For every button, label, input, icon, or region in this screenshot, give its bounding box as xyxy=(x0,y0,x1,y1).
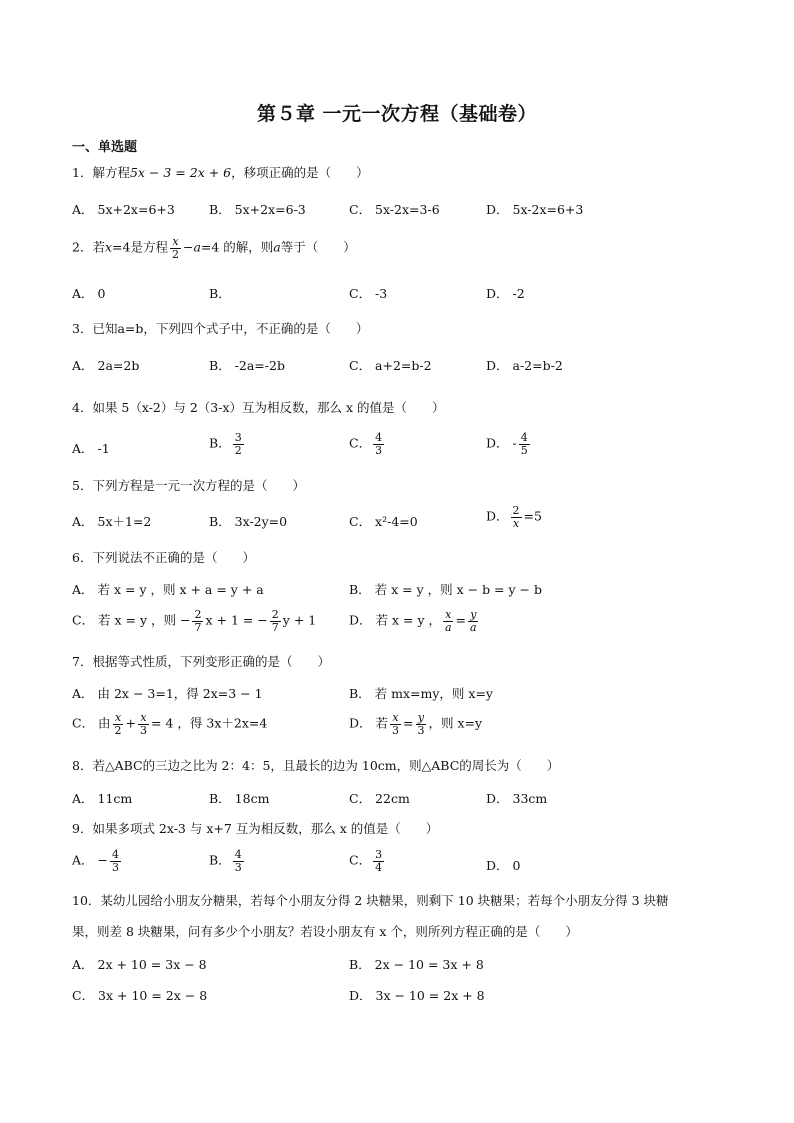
q2-var-x: x xyxy=(104,239,113,255)
q6-option-d[interactable] xyxy=(349,609,481,633)
q2-stem-a: 2．若 xyxy=(72,239,105,255)
q7-option-b[interactable]: B． 若 mx=my，则 x=y xyxy=(349,686,493,701)
q6-d-den2: a xyxy=(470,620,477,634)
q6-d-den: a xyxy=(444,620,452,634)
question-2-stem xyxy=(72,236,356,260)
q6-c-den: 7 xyxy=(194,620,202,634)
q2-stem-c: − xyxy=(182,239,194,255)
q5-option-d[interactable] xyxy=(486,505,542,529)
q7-d-fraction-1 xyxy=(390,712,401,736)
q6-d-a: D． 若 x = y ， xyxy=(349,612,441,628)
q5-d-num: 2 xyxy=(512,504,520,517)
q6-option-b[interactable]: B． 若 x = y ，则 x − b = y − b xyxy=(349,582,542,597)
question-3-stem: 3．已知a=b，下列四个式子中，不正确的是（ ） xyxy=(72,321,369,336)
q6-d-fraction-1 xyxy=(443,609,454,633)
q7-d-d1: 3 xyxy=(392,723,399,737)
q9-c-fraction xyxy=(373,849,384,873)
q9-c-den: 4 xyxy=(375,860,383,874)
q9-a-fraction xyxy=(110,849,121,873)
q9-c-num: 3 xyxy=(375,848,383,861)
q7-c-fraction-2 xyxy=(138,712,149,736)
q5-d-fraction xyxy=(511,505,522,529)
question-1-stem xyxy=(72,165,369,180)
q9-a-den: 3 xyxy=(111,860,119,874)
q6-c-a: C． 若 x = y ，则 − xyxy=(72,612,191,628)
q2-stem-e: 等于（ ） xyxy=(280,239,356,255)
page-title: 第５章 一元一次方程（基础卷） xyxy=(256,103,538,125)
q10-option-a[interactable]: A． 2x + 10 = 3x − 8 xyxy=(72,957,207,972)
q7-d-n2: y xyxy=(417,711,425,724)
q5-d-label: D． xyxy=(486,508,509,524)
q3-option-a[interactable]: A． 2a=2b xyxy=(72,358,140,373)
q5-option-b[interactable]: B． 3x-2y=0 xyxy=(209,514,288,529)
q7-d-a: D． 若 xyxy=(349,715,388,731)
question-6-stem: 6．下列说法不正确的是（ ） xyxy=(72,550,255,565)
q9-a-label: A． − xyxy=(72,852,108,868)
q9-option-c[interactable] xyxy=(349,849,386,873)
q4-option-b[interactable] xyxy=(209,432,246,456)
q3-option-b[interactable]: B． -2a=-2b xyxy=(209,358,285,373)
q9-option-a[interactable] xyxy=(72,849,123,873)
q9-b-fraction xyxy=(233,849,244,873)
q5-d-tail: =5 xyxy=(523,508,542,524)
q1-option-a[interactable]: A． 5x+2x=6+3 xyxy=(72,202,175,217)
q4-b-label: B． xyxy=(209,435,231,451)
question-7-stem: 7．根据等式性质，下列变形正确的是（ ） xyxy=(72,654,330,669)
q4-c-label: C． xyxy=(349,435,372,451)
q8-option-b[interactable]: B． 18cm xyxy=(209,791,270,806)
q7-d-eq: = xyxy=(403,715,414,731)
q4-option-d[interactable] xyxy=(486,432,532,456)
q7-c-b: = 4 ，得 3x＋2x=4 xyxy=(151,715,268,731)
q7-c-d2: 3 xyxy=(140,723,148,737)
q4-b-den: 2 xyxy=(234,443,242,457)
question-10-line-2: 果，则差 8 块糖果，问有多少个小朋友？若设小朋友有 x 个，则所列方程正确的是（ ） xyxy=(72,924,578,939)
q6-option-c[interactable] xyxy=(72,609,316,633)
q7-c-a: C． 由 xyxy=(72,715,111,731)
q2-fraction xyxy=(170,236,181,260)
q3-option-d[interactable]: D． a-2=b-2 xyxy=(486,358,563,373)
q9-option-b[interactable] xyxy=(209,849,246,873)
q4-d-den: 5 xyxy=(520,443,528,457)
q4-d-fraction xyxy=(519,432,530,456)
section-heading: 一、单选题 xyxy=(72,140,138,155)
question-4-stem: 4．如果 5（x-2）与 2（3-x）互为相反数，那么 x 的值是（ ） xyxy=(72,400,445,415)
q10-option-c[interactable]: C． 3x + 10 = 2x − 8 xyxy=(72,988,208,1003)
q6-c-fraction-1 xyxy=(192,609,203,633)
q6-option-a[interactable]: A． 若 x = y ，则 x + a = y + a xyxy=(72,582,264,597)
q8-option-d[interactable]: D． 33cm xyxy=(486,791,548,806)
q2-var-a: a xyxy=(193,239,201,255)
q7-c-fraction-1 xyxy=(113,712,124,736)
q2-option-b[interactable]: B． xyxy=(209,286,231,301)
q4-c-den: 3 xyxy=(375,443,383,457)
q8-option-c[interactable]: C． 22cm xyxy=(349,791,410,806)
question-5-stem: 5．下列方程是一元一次方程的是（ ） xyxy=(72,478,305,493)
q4-option-c[interactable] xyxy=(349,432,386,456)
q2-option-a[interactable]: A． 0 xyxy=(72,286,106,301)
q4-option-a[interactable]: A． -1 xyxy=(72,441,110,456)
q3-option-c[interactable]: C． a+2=b-2 xyxy=(349,358,432,373)
q1-stem-b: ，移项正确的是（ ） xyxy=(231,165,369,180)
q7-option-a[interactable]: A． 由 2x − 3=1，得 2x=3 − 1 xyxy=(72,686,263,701)
q7-d-d2: 3 xyxy=(417,723,425,737)
q6-c-num: 2 xyxy=(194,608,202,621)
q2-var-a2: a xyxy=(273,239,281,255)
q7-d-b: ，则 x=y xyxy=(428,715,483,731)
q7-option-d[interactable] xyxy=(349,712,482,736)
q2-option-c[interactable]: C． -3 xyxy=(349,286,388,301)
q7-c-n2: x xyxy=(140,711,147,724)
q7-c-d1: 2 xyxy=(114,723,122,737)
q2-stem-b: =4是方程 xyxy=(112,239,168,255)
q4-c-num: 4 xyxy=(375,431,383,444)
question-9-stem: 9．如果多项式 2x-3 与 x+7 互为相反数，那么 x 的值是（ ） xyxy=(72,821,439,836)
q6-c-b: x + 1 = − xyxy=(205,612,268,628)
q9-option-d[interactable]: D． 0 xyxy=(486,858,521,873)
q6-c-fraction-2 xyxy=(270,609,281,633)
q7-d-n1: x xyxy=(392,711,399,724)
q6-d-num: x xyxy=(445,608,452,621)
q6-c-den2: 7 xyxy=(271,620,279,634)
q4-d-label: D． - xyxy=(486,435,517,451)
q2-stem-d: =4 的解，则 xyxy=(200,239,274,255)
q10-option-d[interactable]: D． 3x − 10 = 2x + 8 xyxy=(349,988,485,1003)
q4-b-num: 3 xyxy=(234,431,242,444)
q6-d-b: = xyxy=(455,612,467,628)
q1-option-c[interactable]: C． 5x-2x=3-6 xyxy=(349,202,440,217)
q4-c-fraction xyxy=(373,432,384,456)
q9-c-label: C． xyxy=(349,852,372,868)
q8-option-a[interactable]: A． 11cm xyxy=(72,791,133,806)
q9-a-num: 4 xyxy=(111,848,119,861)
q6-d-num2: y xyxy=(470,608,477,621)
q6-c-num2: 2 xyxy=(271,608,279,621)
q6-c-c: y + 1 xyxy=(282,612,317,628)
q1-equation: 5x − 3 = 2x + 6 xyxy=(129,165,232,180)
q2-frac-num: x xyxy=(172,235,179,248)
q7-c-n1: x xyxy=(114,711,122,724)
q1-option-b[interactable]: B． 5x+2x=6-3 xyxy=(209,202,306,217)
q1-stem-a: 1．解方程 xyxy=(72,165,130,180)
q7-d-fraction-2 xyxy=(415,712,426,736)
question-8-stem: 8．若△ABC的三边之比为 2：4：5，且最长的边为 10cm，则△ABC的周长为（ ） xyxy=(72,758,560,773)
q5-option-c[interactable]: C． x²-4=0 xyxy=(349,514,418,529)
q9-b-label: B． xyxy=(209,852,231,868)
q10-option-b[interactable]: B． 2x − 10 = 3x + 8 xyxy=(349,957,484,972)
q2-option-d[interactable]: D． -2 xyxy=(486,286,525,301)
q7-option-c[interactable] xyxy=(72,712,267,736)
q5-d-den: x xyxy=(512,516,520,530)
q5-option-a[interactable]: A． 5x＋1=2 xyxy=(72,514,152,529)
q7-c-plus: + xyxy=(125,715,137,731)
q6-d-fraction-2 xyxy=(468,609,479,633)
question-10-line-1: 10．某幼儿园给小朋友分糖果，若每个小朋友分得 2 块糖果，则剩下 10 块糖果；若每个小朋友分得 3 块糖 xyxy=(72,893,669,908)
q1-option-d[interactable]: D． 5x-2x=6+3 xyxy=(486,202,584,217)
q4-d-num: 4 xyxy=(520,431,528,444)
q2-frac-den: 2 xyxy=(171,247,179,261)
q9-b-num: 4 xyxy=(234,848,242,861)
q9-b-den: 3 xyxy=(234,860,242,874)
q4-b-fraction xyxy=(233,432,244,456)
